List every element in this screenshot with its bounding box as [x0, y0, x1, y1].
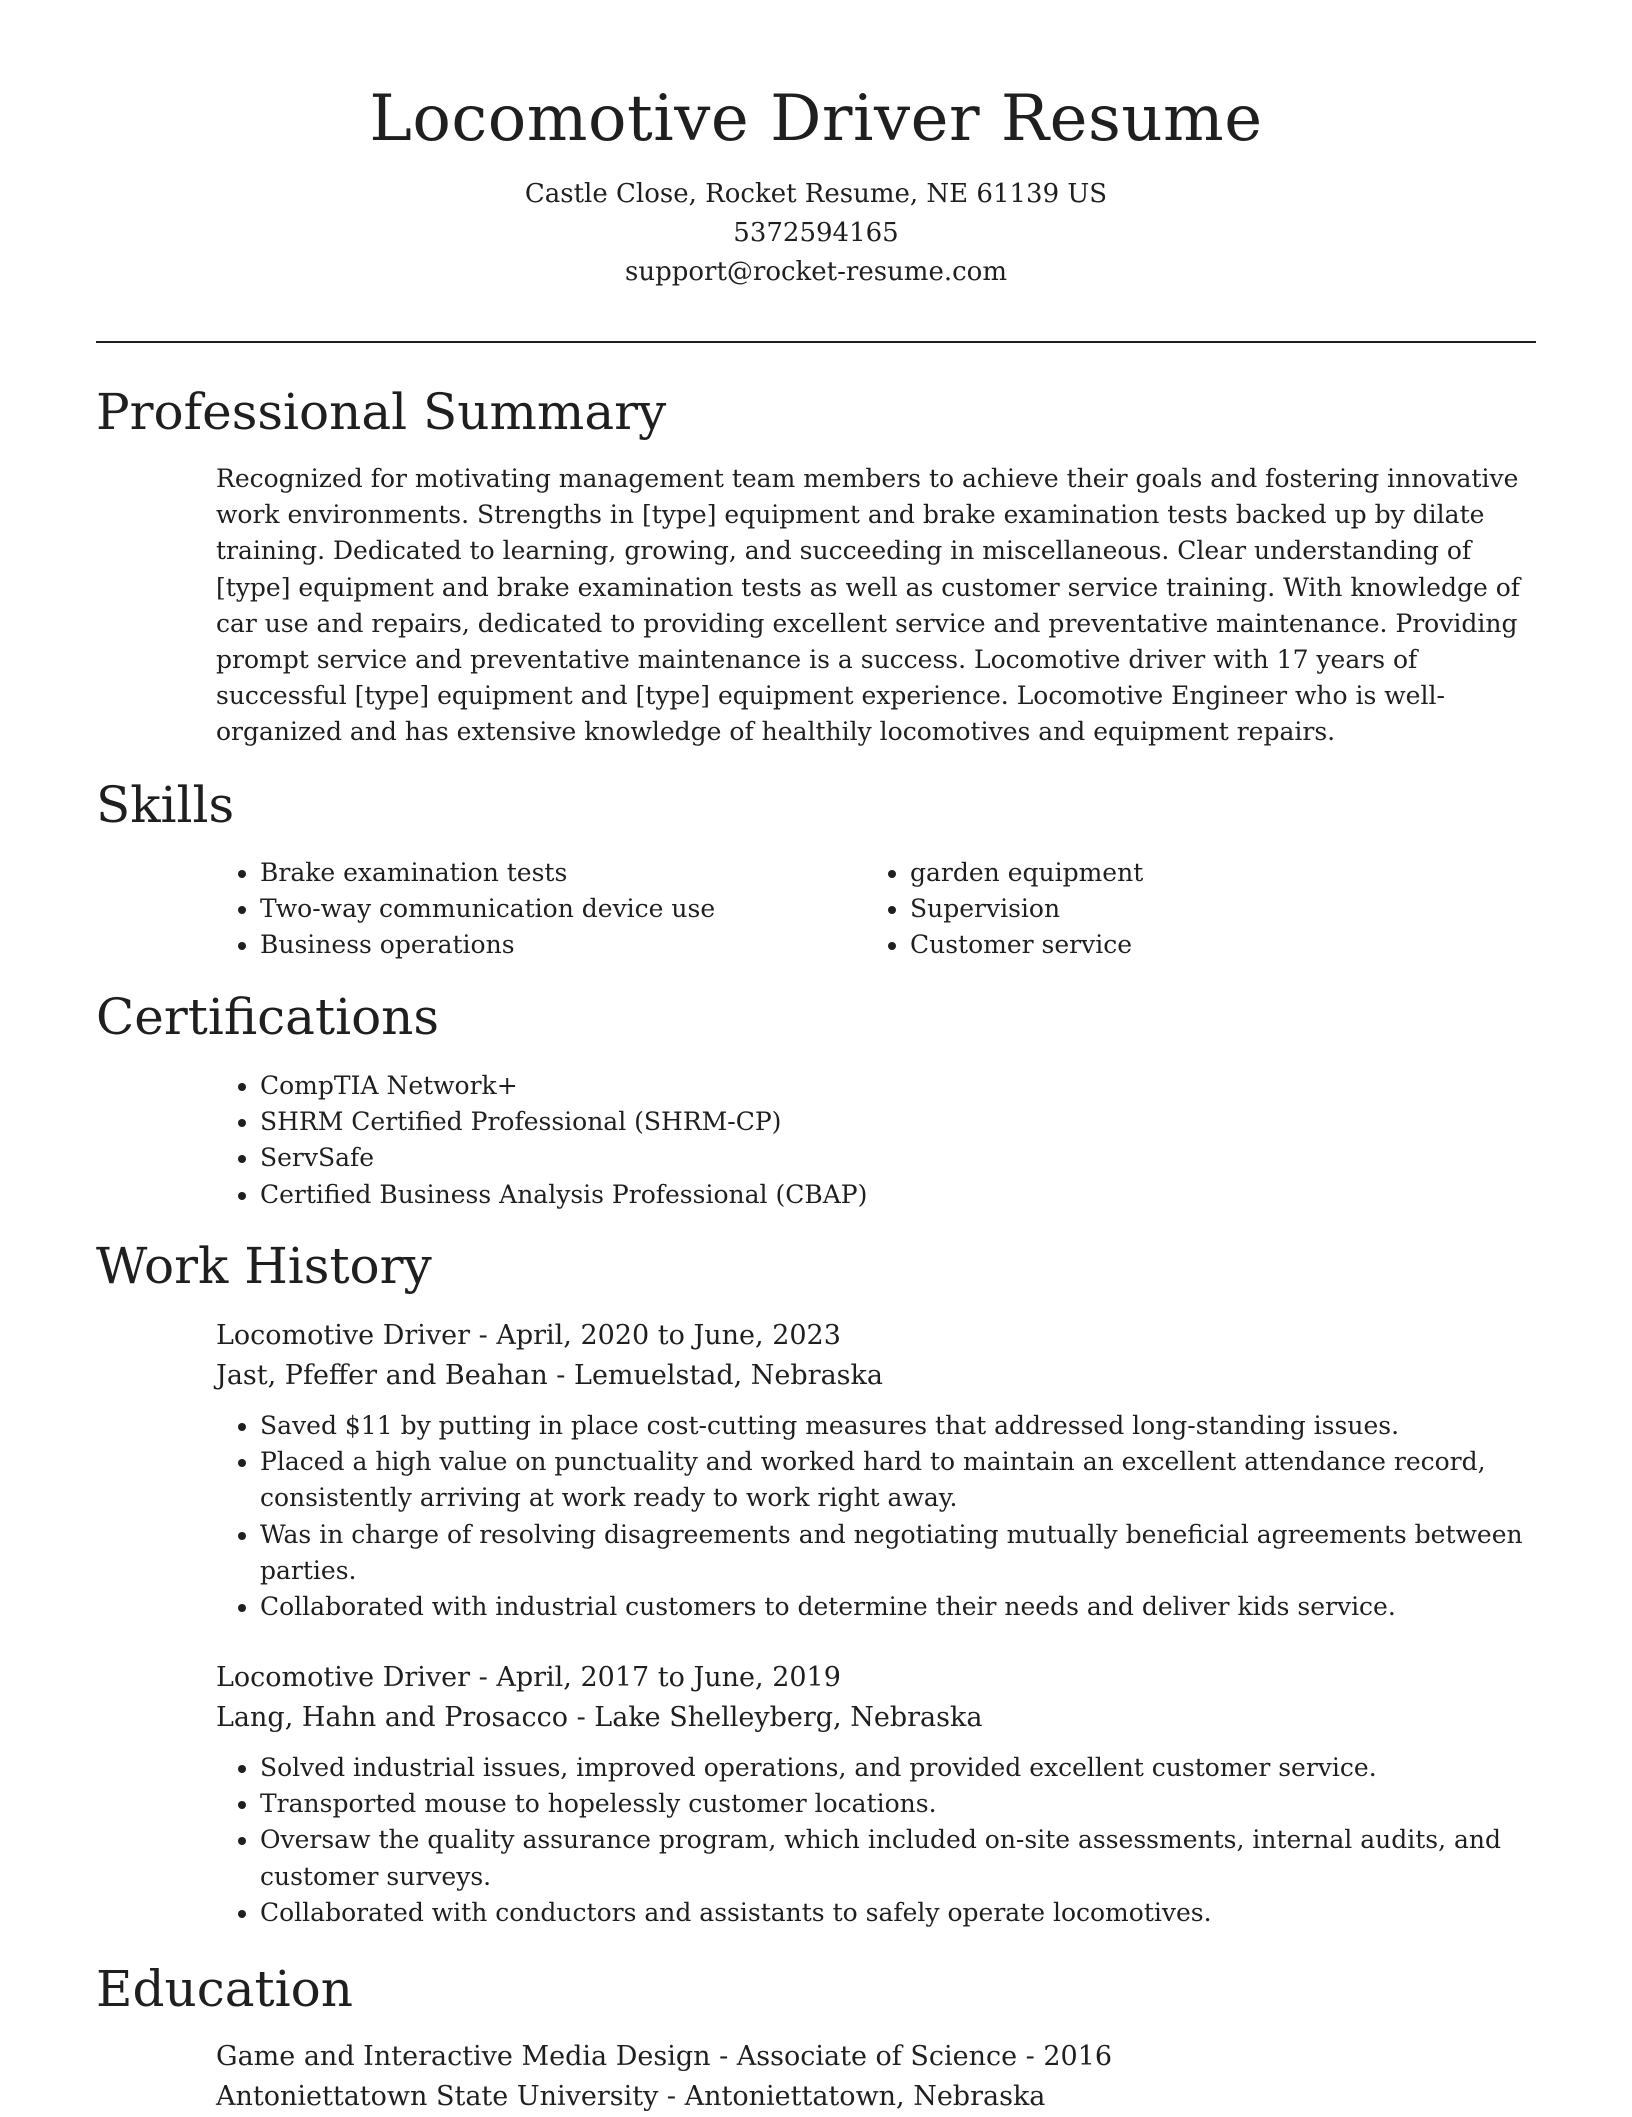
skill-item: • Two-way communication device use [260, 891, 866, 927]
header-divider [96, 341, 1536, 343]
job-title-line: Locomotive Driver - April, 2020 to June, 2023 [216, 1320, 841, 1351]
certification-item: • ServSafe [260, 1140, 1536, 1176]
resume-title: Locomotive Driver Resume [369, 82, 1263, 156]
skill-item: • garden equipment [910, 855, 1516, 891]
skills-column-right [866, 855, 1516, 964]
job-bullet: • Collaborated with conductors and assistants to safely operate locomotives. [260, 1895, 1536, 1931]
skill-item: • Business operations [260, 927, 866, 963]
job-bullet: • Oversaw the quality assurance program, which included on-site assessments, internal audits, and customer surveys. [260, 1822, 1536, 1894]
contact-email[interactable]: support@rocket-resume.com [624, 257, 1007, 288]
job-bullet: • Transported mouse to hopelessly customer locations. [260, 1786, 1536, 1822]
job-bullet: • Collaborated with industrial customers to determine their needs and deliver kids service. [260, 1589, 1536, 1625]
summary-text: Recognized for motivating management team members to achieve their goals and fostering innovative work environments. Strengths in [type] equipment and brake examination tests backed up by dilate training. Dedicated to learning, growing, and succeeding in miscellaneous. Clear understanding of [type] equipment and brake examination tests as well as customer service training. With knowledge of car use and repairs, dedicated to providing excellent service and preventative maintenance. Providing prompt service and preventative maintenance is a success. Locomotive driver with 17 years of successful [type] equipment and [type] equipment experience. Locomotive Engineer who is well-organized and has extensive knowledge of healthily locomotives and equipment repairs. [216, 464, 1521, 747]
job-entry-2 [216, 1658, 1536, 1931]
certification-item: • SHRM Certified Professional (SHRM-CP) [260, 1104, 1536, 1140]
certification-item: • Certified Business Analysis Professional (CBAP) [260, 1177, 1536, 1213]
job-company-line: Lang, Hahn and Prosacco - Lake Shelleyberg, Nebraska [216, 1702, 983, 1733]
job-bullet: • Was in charge of resolving disagreements and negotiating mutually beneficial agreements between parties. [260, 1517, 1536, 1589]
job-title-line: Locomotive Driver - April, 2017 to June, 2019 [216, 1662, 841, 1693]
contact-block [0, 175, 1632, 292]
certifications-list [216, 1068, 1536, 1213]
job-company-line: Jast, Pfeffer and Beahan - Lemuelstad, Nebraska [216, 1360, 883, 1391]
work-history-heading: Work History [96, 1237, 432, 1295]
job-bullet: • Solved industrial issues, improved operations, and provided excellent customer service. [260, 1750, 1536, 1786]
skill-item: • Brake examination tests [260, 855, 866, 891]
skills-column-left [216, 855, 866, 964]
contact-phone: 5372594165 [733, 218, 899, 249]
summary-heading: Professional Summary [96, 383, 667, 441]
education-heading: Education [96, 1960, 353, 2018]
skills-list [216, 855, 1536, 964]
job-bullet: • Placed a high value on punctuality and worked hard to maintain an excellent attendance record, consistently arriving at work ready to work right away. [260, 1444, 1536, 1516]
job-bullet: • Saved $11 by putting in place cost-cutting measures that addressed long-standing issues. [260, 1408, 1536, 1444]
skill-item: • Supervision [910, 891, 1516, 927]
skills-heading: Skills [96, 776, 235, 834]
certification-item: • CompTIA Network+ [260, 1068, 1536, 1104]
education-degree-line: Game and Interactive Media Design - Associate of Science - 2016 [216, 2041, 1113, 2072]
contact-address: Castle Close, Rocket Resume, NE 61139 US [524, 179, 1108, 210]
job-entry-1 [216, 1316, 1536, 1625]
resume-header [0, 0, 1632, 292]
education-entry [216, 2037, 1536, 2117]
education-school-line: Antoniettatown State University - Antoniettatown, Nebraska [216, 2081, 1046, 2112]
summary-section [216, 461, 1536, 751]
certifications-heading: Certifications [96, 988, 440, 1046]
skill-item: • Customer service [910, 927, 1516, 963]
